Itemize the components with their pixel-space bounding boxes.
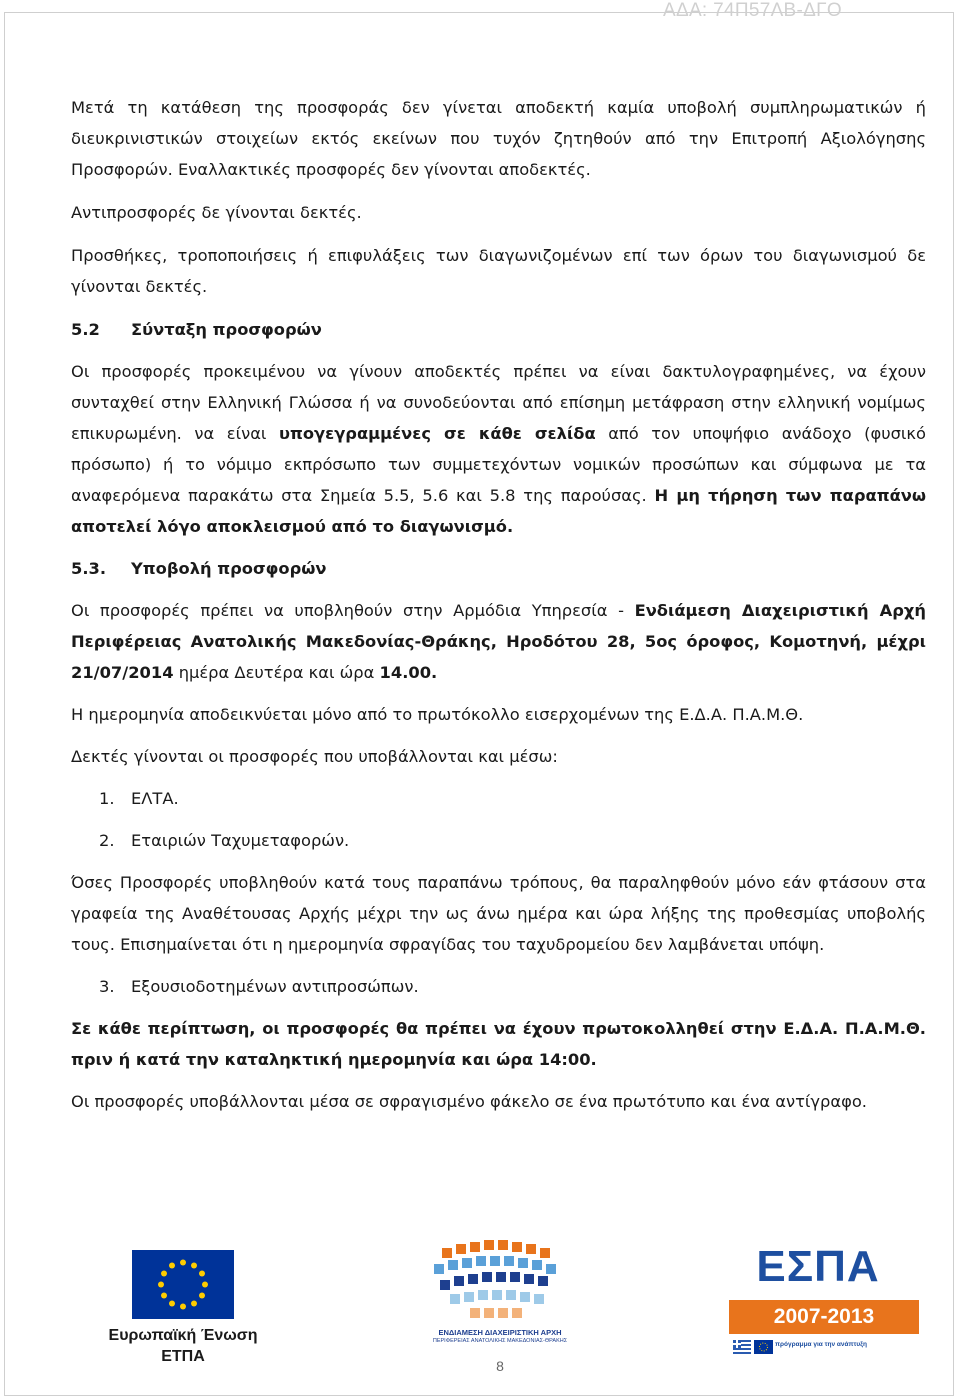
espa-slogan: πρόγραμμα για την ανάπτυξη (775, 1341, 868, 1348)
espa-years: 2007-2013 (773, 1305, 875, 1328)
p5-text-cont: ημέρα Δευτέρα και ώρα (173, 663, 380, 682)
page-number: 8 (496, 1358, 504, 1374)
eu-label-line2: ΕΤΠΑ (161, 1348, 205, 1365)
paragraph-3: Προσθήκες, τροποποιήσεις ή επιφυλάξεις των διαγωνιζομένων επί των όρων του διαγωνισμού δε γίνονται δεκτές. (71, 246, 926, 296)
p4-text-cont: από τον υποψήφιο ανάδοχο (φυσικό πρόσωπο) ή το νόμιμο εκπρόσωπο των συμμετεχόντων νομικών προσώπων και σύμφωνα με τα αναφερόμενα παρακάτω στα Σημεία 5.5, 5.6 και 5.8 της παρούσας. (71, 424, 926, 505)
managing-authority-subtitle: ΠΕΡΙΦΕΡΕΙΑΣ ΑΝΑΤΟΛΙΚΗΣ ΜΑΚΕΔΟΝΙΑΣ-ΘΡΑΚΗΣ (432, 1338, 568, 1344)
section-title: Σύνταξη προσφορών (131, 320, 322, 339)
list-number: 3. (99, 977, 115, 996)
list-text: Εταιριών Ταχυμεταφορών. (131, 831, 350, 850)
list-item (71, 971, 926, 1002)
eu-label (98, 1325, 268, 1367)
paragraph-8: Όσες Προσφορές υποβληθούν κατά τους παραπάνω τρόπους, θα παραληφθούν μόνο εάν φτάσουν στα γραφεία της Αναθέτουσας Αρχής μέχρι την ως άνω ημέρα και ώρα λήξης της προθεσμίας υποβολής τους. Επισημαίνεται ότι η ημερομηνία σφραγίδας του ταχυδρομείου δεν λαμβάνεται υπόψη. (71, 873, 926, 954)
document-body (71, 92, 926, 1117)
paragraph-5 (71, 595, 926, 688)
paragraph-4 (71, 356, 926, 542)
section-heading-5-3 (71, 553, 926, 584)
eu-label-line1: Ευρωπαϊκή Ένωση (108, 1327, 258, 1344)
p4-emphasis: υπογεγραμμένες σε κάθε σελίδα (279, 424, 596, 443)
paragraph-6: Η ημερομηνία αποδεικνύεται μόνο από το πρωτόκολλο εισερχομένων της Ε.Δ.Α. Π.Α.Μ.Θ. (71, 705, 804, 724)
list-text: ΕΛΤΑ. (131, 789, 179, 808)
paragraph-1: Μετά τη κατάθεση της προσφοράς δεν γίνεται αποδεκτή καμία υποβολή συμπληρωματικών ή διευκρινιστικών στοιχείων εκτός εκείνων που τυχόν ζητηθούν από την Επιτροπή Αξιολόγησης Προσφορών. Εναλλακτικές προσφορές δεν γίνονται αποδεκτές. (71, 98, 926, 179)
p5-time: 14.00. (379, 663, 438, 682)
section-number: 5.3. (71, 559, 107, 578)
paragraph-2: Αντιπροσφορές δε γίνονται δεκτές. (71, 203, 362, 222)
greek-eu-flags-icon (733, 1340, 773, 1354)
paragraph-10: Οι προσφορές υποβάλλονται μέσα σε σφραγισμένο φάκελο σε ένα πρωτότυπο και ένα αντίγραφο. (71, 1092, 867, 1111)
list-number: 1. (99, 789, 115, 808)
ada-watermark: ΑΔΑ: 74Π57ΛΒ-ΔΓΟ (662, 0, 842, 21)
p4-text: Οι προσφορές προκειμένου να γίνουν αποδεκτές πρέπει να είναι δακτυλογραφημένες, να έχουν συνταχθεί στην Ελληνική Γλώσσα ή να συνοδεύονται από επίσημη μετάφραση στην ελληνική νομίμως επικυρωμένη. να είναι (71, 362, 926, 443)
espa-title: ΕΣΠΑ (756, 1242, 880, 1291)
managing-authority-logo (420, 1238, 580, 1348)
managing-authority-emblem-icon (420, 1238, 580, 1328)
section-heading-5-2 (71, 314, 926, 345)
list-item (71, 825, 926, 856)
paragraph-9: Σε κάθε περίπτωση, οι προσφορές θα πρέπει να έχουν πρωτοκολληθεί στην Ε.Δ.Α. Π.Α.Μ.Θ. πριν ή κατά την καταληκτική ημερομηνία και ώρα 14:00. (71, 1019, 926, 1069)
list-number: 2. (99, 831, 115, 850)
section-title: Υποβολή προσφορών (131, 559, 327, 578)
p5-address: Ενδιάμεση Διαχειριστική Αρχή Περιφέρειας Ανατολικής Μακεδονίας-Θράκης, Ηροδότου 28, 5ος όροφος, Κομοτηνή, μέχρι 21/07/2014 (71, 601, 926, 682)
p4-warning: Η μη τήρηση των παραπάνω αποτελεί λόγο αποκλεισμού από το διαγωνισμό. (71, 486, 926, 536)
list-item (71, 783, 926, 814)
footer (0, 1220, 960, 1400)
section-number: 5.2 (71, 320, 100, 339)
espa-logo (723, 1242, 923, 1363)
paragraph-7: Δεκτές γίνονται οι προσφορές που υποβάλλονται και μέσω: (71, 747, 558, 766)
p5-text: Οι προσφορές πρέπει να υποβληθούν στην Αρμόδια Υπηρεσία - (71, 601, 635, 620)
eu-flag-icon (132, 1250, 234, 1319)
managing-authority-title: ΕΝΔΙΑΜΕΣΗ ΔΙΑΧΕΙΡΙΣΤΙΚΗ ΑΡΧΗ (438, 1328, 562, 1337)
list-text: Εξουσιοδοτημένων αντιπροσώπων. (131, 977, 419, 996)
